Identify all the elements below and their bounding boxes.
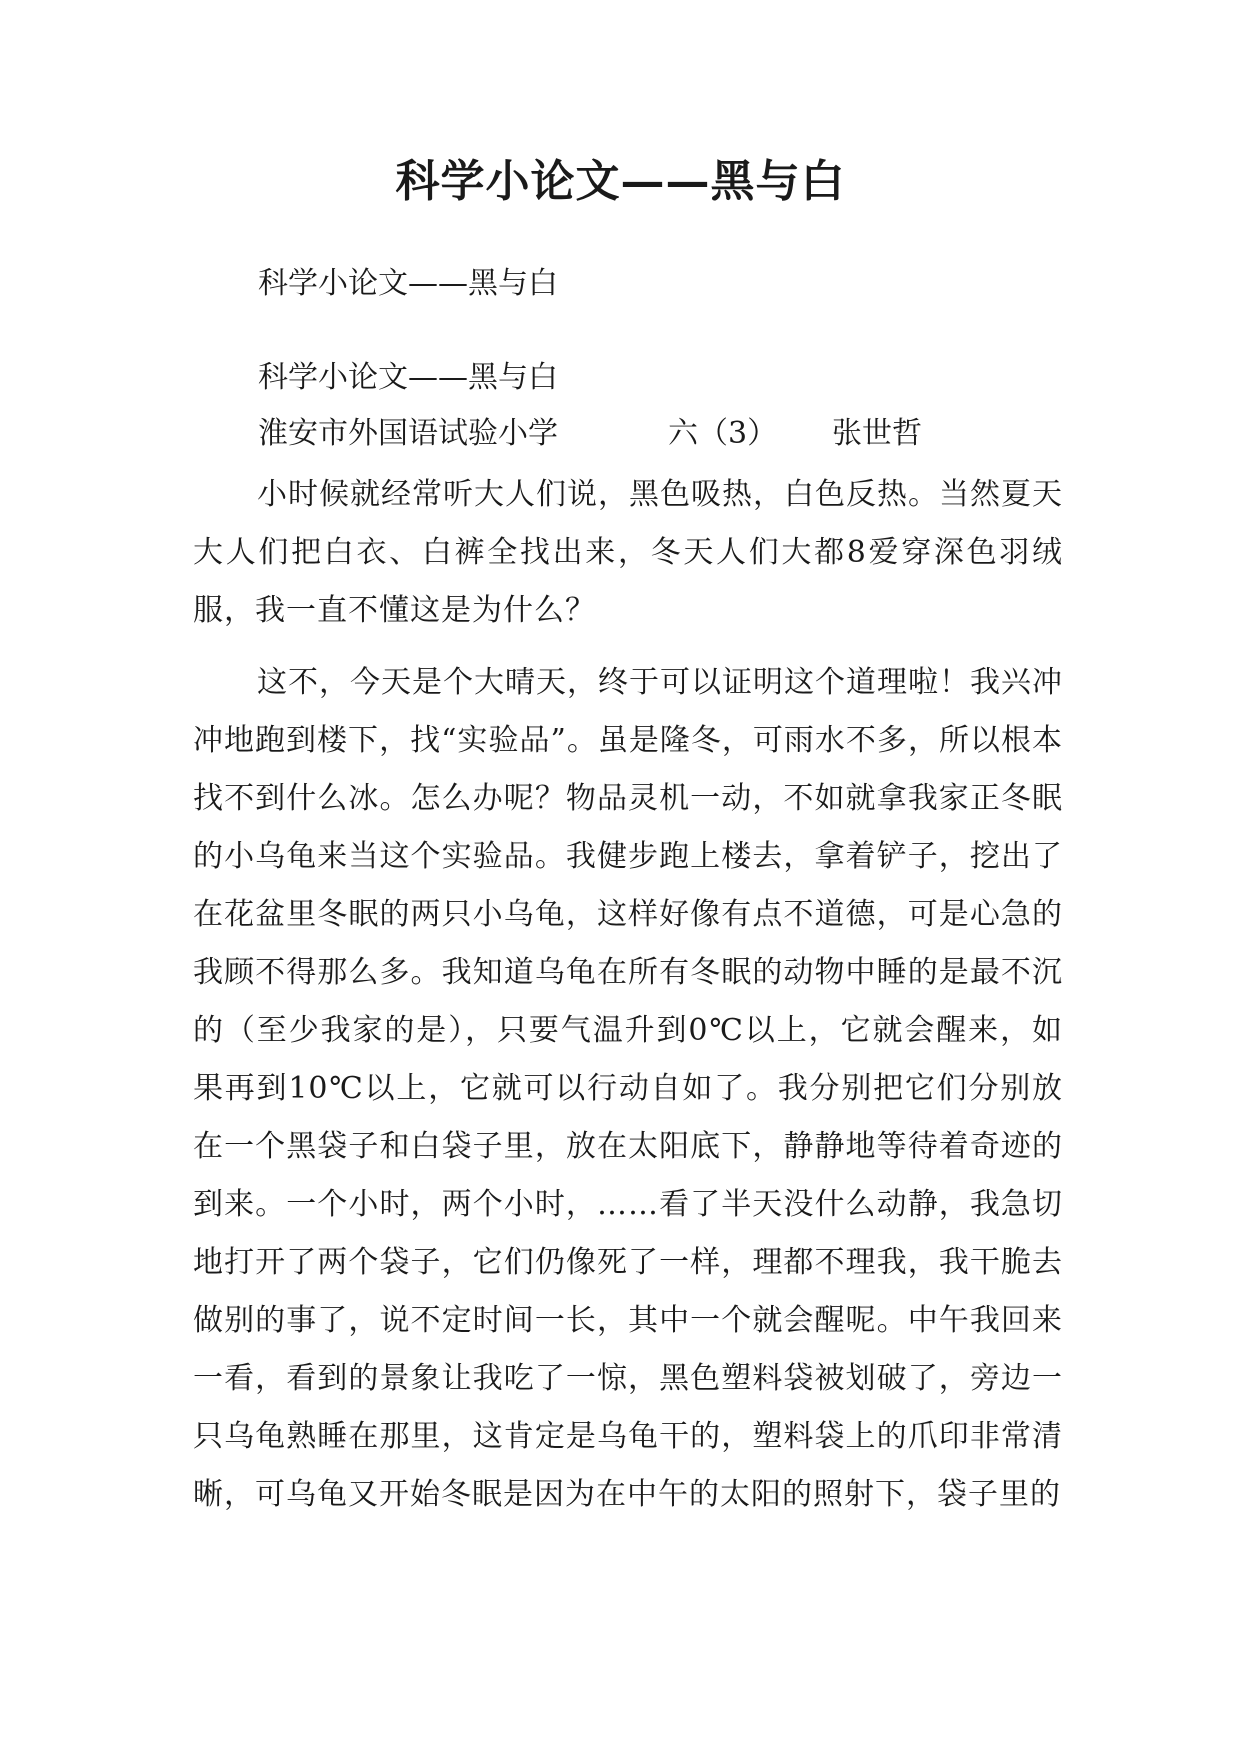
class-name: 六（3） [668, 416, 778, 451]
subtitle-line-2: 科学小论文——黑与白 [258, 360, 558, 395]
author-line [258, 414, 978, 458]
paragraph-1: 小时候就经常听大人们说，黑色吸热，白色反热。当然夏天大人们把白衣、白裤全找出来，冬天人们大都8爱穿深色羽绒服，我一直不懂这是为什么？ [193, 477, 1063, 628]
document-title: 科学小论文——黑与白 [395, 156, 846, 207]
paragraph-2: 这不，今天是个大晴天，终于可以证明这个道理啦！我兴冲冲地跑到楼下，找“实验品”。虽是隆冬，可雨水不多，所以根本找不到什么冰。怎么办呢？物品灵机一动，不如就拿我家正冬眠的小乌龟来当这个实验品。我健步跑上楼去，拿着铲子，挖出了在花盆里冬眠的两只小乌龟，这样好像有点不道德，可是心急的我顾不得那么多。我知道乌龟在所有冬眠的动物中睡的是最不沉的（至少我家的是），只要气温升到0℃以上，它就会醒来，如果再到10℃以上，它就可以行动自如了。我分别把它们分别放在一个黑袋子和白袋子里，放在太阳底下，静静地等待着奇迹的到来。一个小时，两个小时，……看了半天没什么动静，我急切地打开了两个袋子，它们仍像死了一样，理都不理我，我干脆去做别的事了，说不定时间一长，其中一个就会醒呢。中午我回来一看，看到的景象让我吃了一惊，黑色塑料袋被划破了，旁边一只乌龟熟睡在那里，这肯定是乌龟干的，塑料袋上的爪印非常清晰，可乌龟又开始冬眠是因为在中午的太阳的照射下，袋子里的 [193, 665, 1063, 1512]
school-name: 淮安市外国语试验小学 [258, 416, 558, 451]
subtitle-line-1: 科学小论文——黑与白 [258, 266, 558, 301]
body-text [193, 466, 1063, 1524]
author-name: 张世哲 [832, 416, 922, 451]
